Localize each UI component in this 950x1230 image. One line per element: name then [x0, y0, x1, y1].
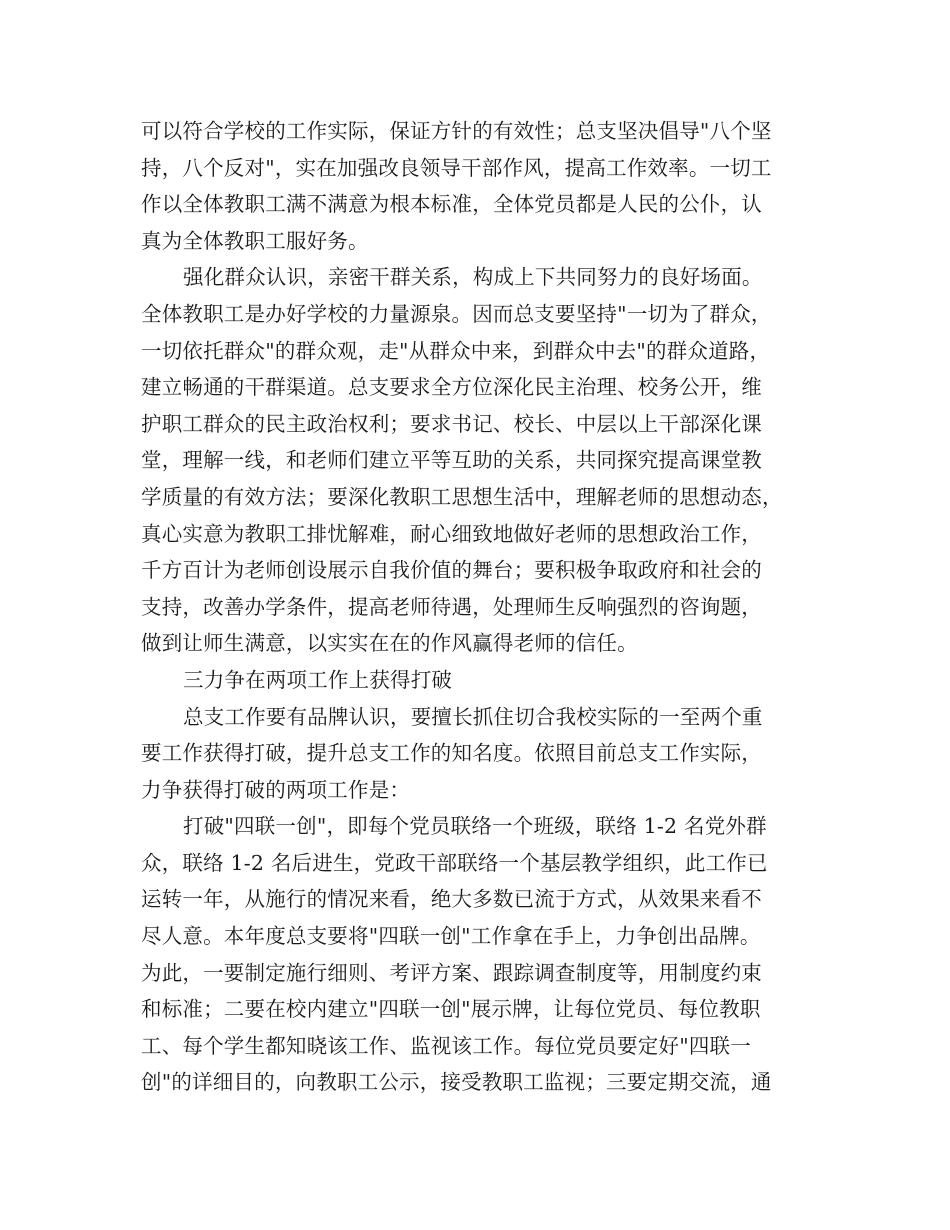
text-line: 要工作获得打破，提升总支工作的知名度。依照目前总支工作实际， [141, 741, 762, 766]
text-line: 众，联络 1-2 名后进生，党政干部联络一个基层教学组织，此工作已 [141, 850, 768, 875]
text-line: 可以符合学校的工作实际，保证方针的有效性；总支坚决倡导"八个坚 [141, 119, 772, 143]
text-line: 堂，理解一线，和老师们建立平等互助的关系，共同探究提高课堂教 [141, 448, 762, 473]
text-line: 护职工群众的民主政治权利；要求书记、校长、中层以上干部深化课 [141, 411, 762, 436]
section-heading: 三力争在两项工作上获得打破 [183, 667, 453, 692]
paragraph-start-line: 强化群众认识，亲密干群关系，构成上下共同努力的良好场面。 [183, 265, 763, 290]
paragraph-start-line: 总支工作要有品牌认识，要擅长抓住切合我校实际的一至两个重 [183, 704, 763, 729]
text-line: 建立畅通的干群渠道。总支要求全方位深化民主治理、校务公开，维 [141, 375, 762, 400]
text-line: 真心实意为教职工排忧解难，耐心细致地做好老师的思想政治工作， [141, 521, 762, 546]
paragraph-start-line: 打破"四联一创"，即每个党员联络一个班级，联络 1-2 名党外群 [183, 814, 767, 839]
text-line: 运转一年，从施行的情况来看，绝大多数已流于方式，从效果来看不 [141, 887, 762, 912]
text-line: 全体教职工是办好学校的力量源泉。因而总支要坚持"一切为了群众， [141, 301, 772, 326]
text-line: 作以全体教职工满不满意为根本标准，全体党员都是人民的公仆，认 [141, 192, 762, 217]
text-line: 和标准；二要在校内建立"四联一创"展示牌，让每位党员、每位教职 [141, 997, 761, 1022]
text-line: 工、每个学生都知晓该工作、监视该工作。每位党员要定好"四联一 [141, 1033, 751, 1058]
text-line: 为此，一要制定施行细则、考评方案、跟踪调查制度等，用制度约束 [141, 960, 762, 985]
text-line: 做到让师生满意，以实实在在的作风赢得老师的信任。 [141, 631, 638, 656]
text-line: 持，八个反对"，实在加强改良领导干部作风，提高工作效率。一切工 [141, 155, 772, 180]
text-line: 尽人意。本年度总支要将"四联一创"工作拿在手上，力争创出品牌。 [141, 924, 761, 949]
text-line: 一切依托群众"的群众观，走"从群众中来，到群众中去"的群众道路， [141, 338, 771, 363]
document-body [141, 113, 841, 1101]
text-line: 创"的详细目的，向教职工公示，接受教职工监视；三要定期交流，通 [141, 1070, 772, 1095]
text-line: 学质量的有效方法；要深化教职工思想生活中，理解老师的思想动态， [141, 484, 783, 509]
text-line: 支持，改善办学条件，提高老师待遇，处理师生反响强烈的咨询题， [141, 594, 762, 619]
text-line: 千方百计为老师创设展示自我价值的舞台；要积极争取政府和社会的 [141, 558, 762, 583]
text-line: 真为全体教职工服好务。 [141, 228, 369, 253]
text-line: 力争获得打破的两项工作是： [141, 777, 411, 802]
